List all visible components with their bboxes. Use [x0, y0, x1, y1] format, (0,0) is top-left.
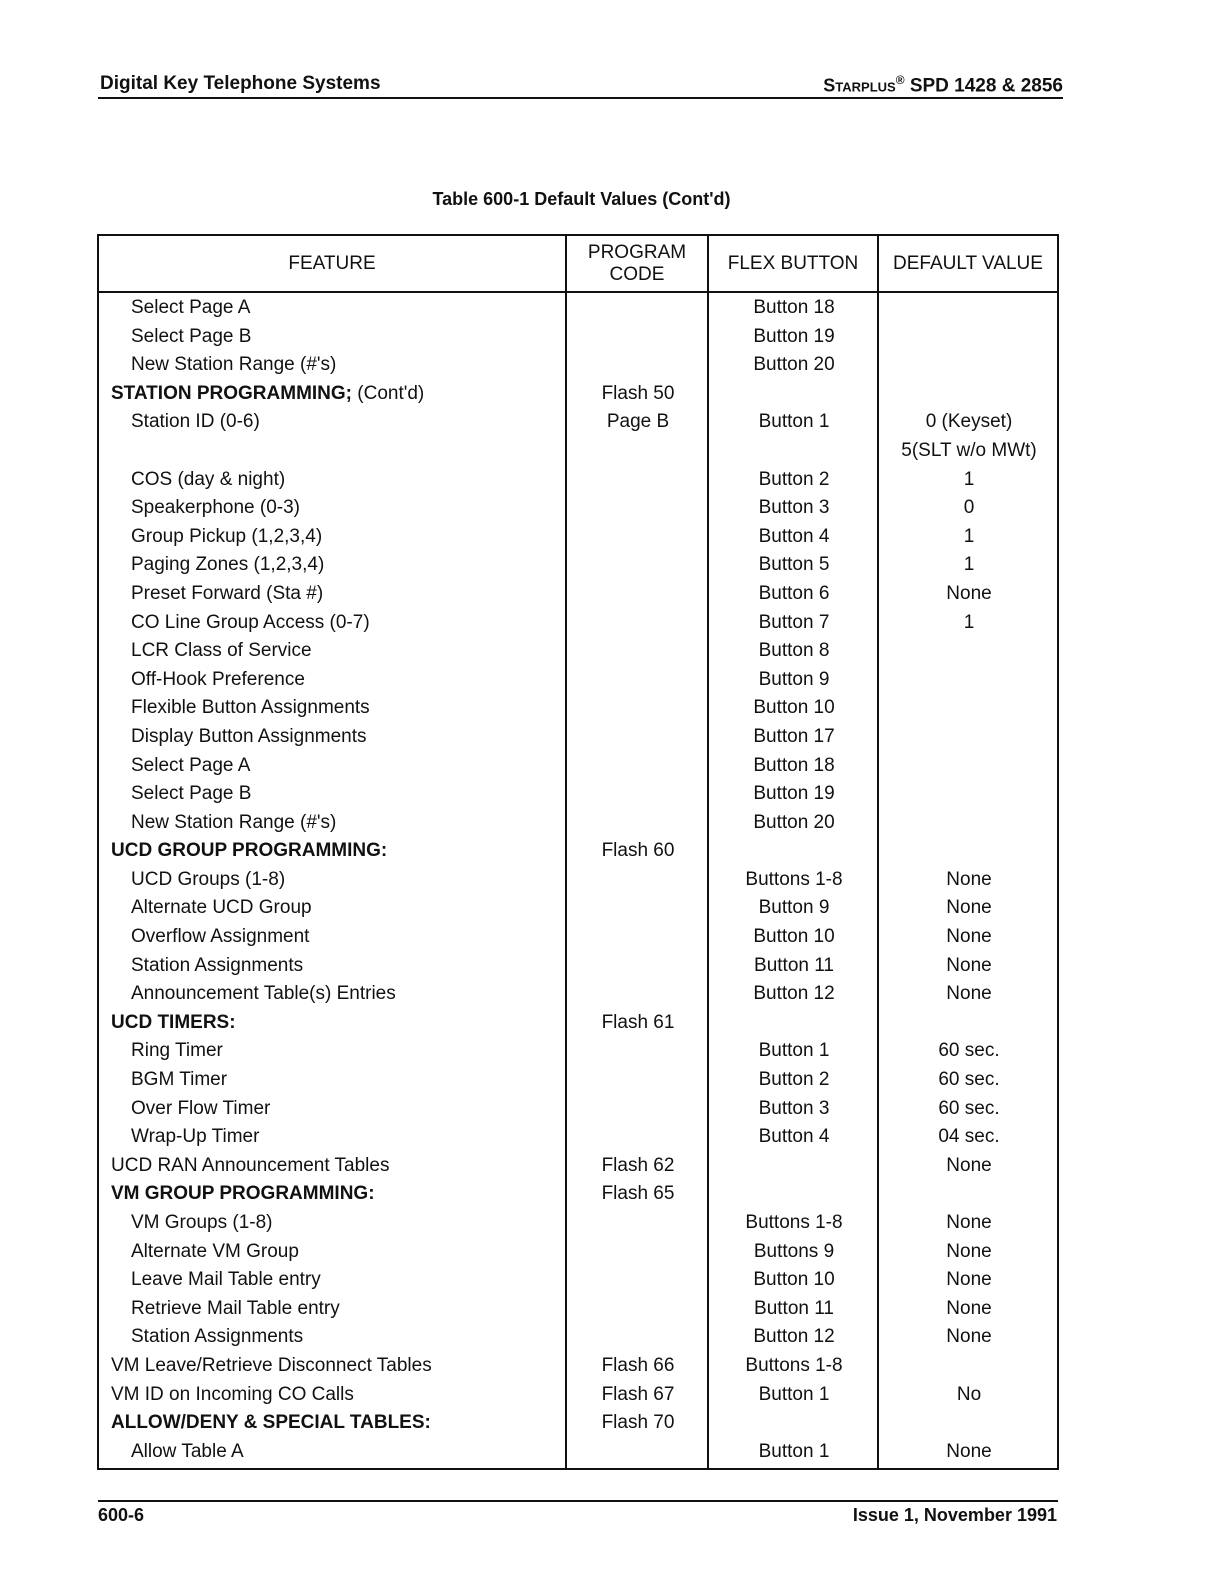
feature-label: CO Line Group Access (0-7): [131, 611, 370, 633]
flex-button-cell: Button 11: [754, 954, 834, 976]
feature-label: Leave Mail Table entry: [131, 1269, 321, 1291]
table-row: [99, 323, 1057, 352]
feature-cell: [99, 1409, 431, 1438]
table-row: [99, 1152, 1057, 1181]
flex-button-cell: Button 12: [753, 1326, 835, 1348]
table-row: [99, 666, 1057, 695]
table-row: [99, 952, 1057, 981]
feature-cell: [99, 380, 424, 409]
table-row: [99, 980, 1057, 1009]
brand-name: Starplus: [823, 75, 896, 96]
table-row: [99, 1066, 1057, 1095]
feature-cell: [99, 923, 309, 952]
feature-label: Alternate VM Group: [131, 1240, 299, 1262]
flex-button-cell: Button 18: [753, 297, 835, 318]
table-row: [99, 551, 1057, 580]
table-row: [99, 1123, 1057, 1152]
feature-label: New Station Range (#'s): [131, 811, 337, 833]
registered-mark: ®: [895, 73, 905, 87]
default-value-line: 60 sec.: [938, 1069, 1000, 1091]
feature-label: VM ID on Incoming CO Calls: [111, 1383, 354, 1405]
feature-label: Group Pickup (1,2,3,4): [131, 525, 323, 547]
header-divider: [98, 97, 1063, 99]
table-row: [99, 523, 1057, 552]
default-value-cell: [879, 523, 1059, 552]
feature-cell: [99, 1238, 299, 1267]
flex-button-cell: Button 3: [758, 1097, 830, 1119]
table-row: [99, 1323, 1057, 1352]
header-row-divider: [99, 291, 1057, 293]
flex-button-cell: Button 8: [758, 640, 830, 662]
table-row: [99, 1381, 1057, 1410]
feature-label: Station Assignments: [131, 954, 304, 976]
program-code-cell: Flash 70: [601, 1412, 675, 1434]
table-row: [99, 1209, 1057, 1238]
feature-label: Select Page B: [131, 783, 252, 805]
table-row: [99, 1352, 1057, 1381]
column-header-program-code: PROGRAM CODE: [587, 241, 687, 285]
program-code-cell: Flash 66: [601, 1354, 675, 1376]
column-header-flex-button: FLEX BUTTON: [727, 252, 859, 274]
table-row: [99, 466, 1057, 495]
feature-cell: [99, 980, 396, 1009]
table-row: [99, 923, 1057, 952]
flex-button-cell: Buttons 1-8: [745, 868, 843, 890]
feature-cell: [99, 1438, 244, 1467]
feature-cell: [99, 466, 285, 495]
flex-button-cell: Buttons 1-8: [745, 1354, 843, 1376]
feature-label: VM Leave/Retrieve Disconnect Tables: [111, 1354, 432, 1376]
table-row: [99, 380, 1057, 409]
table-row: [99, 809, 1057, 838]
table-row: [99, 494, 1057, 523]
default-value-cell: [879, 1037, 1059, 1066]
flex-button-cell: Button 12: [753, 983, 835, 1005]
feature-cell: [99, 809, 336, 838]
feature-cell: [99, 666, 305, 695]
feature-label: UCD RAN Announcement Tables: [111, 1154, 390, 1176]
feature-label: Preset Forward (Sta #): [131, 582, 324, 604]
default-value-line: None: [946, 954, 992, 976]
flex-button-cell: Button 20: [753, 354, 835, 376]
default-value-line: None: [946, 868, 992, 890]
table-row: [99, 894, 1057, 923]
flex-button-cell: Button 17: [753, 725, 835, 747]
default-value-cell: [879, 551, 1059, 580]
feature-label: VM GROUP PROGRAMMING:: [111, 1183, 375, 1205]
flex-button-cell: Button 11: [754, 1297, 834, 1319]
flex-button-cell: Button 2: [758, 468, 830, 490]
flex-button-cell: Button 10: [753, 1269, 835, 1291]
table-row: [99, 580, 1057, 609]
feature-label: UCD GROUP PROGRAMMING:: [111, 840, 388, 862]
feature-cell: [99, 1180, 375, 1209]
program-code-cell: Page B: [606, 411, 670, 433]
flex-button-cell: Button 4: [758, 1126, 830, 1148]
feature-label: BGM Timer: [131, 1069, 228, 1091]
table-row: [99, 1409, 1057, 1438]
default-value-line: 1: [963, 468, 975, 490]
default-value-cell: [879, 1209, 1059, 1238]
table-row: [99, 609, 1057, 638]
flex-button-cell: Button 19: [753, 325, 835, 347]
table-row: [99, 723, 1057, 752]
feature-cell: [99, 1037, 223, 1066]
default-value-line: 60 sec.: [938, 1040, 1000, 1062]
feature-cell: [99, 408, 260, 437]
feature-label: UCD TIMERS:: [111, 1011, 236, 1033]
feature-label: Announcement Table(s) Entries: [131, 983, 396, 1005]
feature-cell: [99, 609, 370, 638]
default-value-line: None: [946, 1440, 992, 1462]
flex-button-cell: Button 7: [758, 611, 830, 633]
default-value-cell: [879, 1152, 1059, 1181]
feature-cell: [99, 351, 336, 380]
feature-cell: [99, 1123, 259, 1152]
table-row: [99, 1037, 1057, 1066]
flex-button-cell: Buttons 9: [753, 1240, 835, 1262]
feature-cell: [99, 752, 250, 781]
feature-label: Overflow Assignment: [131, 926, 310, 948]
column-header-default-value: DEFAULT VALUE: [893, 252, 1043, 274]
table-row: [99, 1095, 1057, 1124]
program-code-cell: Flash 61: [601, 1011, 675, 1033]
default-values-table: [97, 234, 1059, 1470]
feature-cell: [99, 637, 312, 666]
flex-button-cell: Button 4: [758, 525, 830, 547]
feature-cell: [99, 1295, 340, 1324]
default-value-line: None: [946, 582, 992, 604]
feature-cell: [99, 294, 250, 323]
table-title: Table 600-1 Default Values (Cont'd): [432, 189, 731, 209]
table-row: [99, 1266, 1057, 1295]
feature-cell: [99, 1209, 272, 1238]
issue-date: Issue 1, November 1991: [852, 1505, 1057, 1525]
page-number: 600-6: [98, 1505, 145, 1525]
table-row: [99, 408, 1057, 465]
default-value-cell: [879, 1123, 1059, 1152]
default-value-cell: [879, 1238, 1059, 1267]
program-code-cell: Flash 50: [601, 382, 675, 404]
feature-cell: [99, 1095, 270, 1124]
flex-button-cell: Button 9: [758, 897, 830, 919]
feature-label: Wrap-Up Timer: [131, 1126, 260, 1148]
table-row: [99, 1438, 1057, 1467]
feature-cell: [99, 1009, 236, 1038]
feature-label: Alternate UCD Group: [131, 897, 312, 919]
footer-divider: [98, 1500, 1058, 1502]
default-value-line: 0: [963, 497, 975, 519]
default-value-line: 1: [963, 525, 975, 547]
default-value-cell: [879, 1295, 1059, 1324]
default-value-cell: [879, 1323, 1059, 1352]
flex-button-cell: Button 2: [758, 1069, 830, 1091]
feature-label: Over Flow Timer: [131, 1097, 271, 1119]
table-row: [99, 1180, 1057, 1209]
table-row: [99, 837, 1057, 866]
default-value-line: None: [946, 1154, 992, 1176]
table-row: [99, 866, 1057, 895]
flex-button-cell: Button 3: [758, 497, 830, 519]
default-value-cell: [879, 894, 1059, 923]
table-row: [99, 294, 1057, 323]
flex-button-cell: Button 6: [758, 582, 830, 604]
default-value-cell: [879, 1095, 1059, 1124]
default-value-cell: [879, 866, 1059, 895]
default-value-cell: [879, 1266, 1059, 1295]
feature-label: Paging Zones (1,2,3,4): [131, 554, 325, 576]
table-row: [99, 694, 1057, 723]
feature-cell: [99, 551, 324, 580]
feature-cell: [99, 1352, 432, 1381]
feature-cell: [99, 837, 387, 866]
default-value-line: None: [946, 1269, 992, 1291]
default-value-line: None: [946, 1212, 992, 1233]
feature-label: Speakerphone (0-3): [131, 497, 300, 519]
default-value-cell: [879, 408, 1059, 465]
feature-label: Off-Hook Preference: [131, 668, 305, 690]
feature-label: Select Page A: [131, 297, 251, 318]
default-value-cell: [879, 580, 1059, 609]
document-header-product: [823, 73, 1063, 97]
feature-label: STATION PROGRAMMING;: [111, 382, 352, 404]
feature-cell: [99, 723, 367, 752]
flex-button-cell: Button 18: [753, 754, 835, 776]
table-row: [99, 1295, 1057, 1324]
flex-button-cell: Button 5: [758, 554, 830, 576]
default-value-cell: [879, 952, 1059, 981]
default-value-cell: [879, 609, 1059, 638]
flex-button-cell: Button 9: [758, 668, 830, 690]
feature-cell: [99, 580, 323, 609]
default-value-cell: [879, 980, 1059, 1009]
flex-button-cell: Button 1: [758, 1383, 830, 1405]
feature-label: Station Assignments: [131, 1326, 304, 1348]
default-value-cell: [879, 1438, 1059, 1467]
flex-button-cell: Button 19: [753, 783, 835, 805]
default-value-cell: [879, 466, 1059, 495]
table-row: [99, 1009, 1057, 1038]
feature-cell: [99, 1066, 227, 1095]
default-value-line: None: [946, 1240, 992, 1262]
flex-button-cell: Buttons 1-8: [745, 1212, 843, 1233]
flex-button-cell: Button 1: [758, 411, 830, 433]
default-value-cell: [879, 494, 1059, 523]
feature-label: UCD Groups (1-8): [131, 868, 286, 890]
feature-cell: [99, 1152, 389, 1181]
table-row: [99, 637, 1057, 666]
default-value-line: 1: [963, 554, 975, 576]
default-value-line: None: [946, 1326, 992, 1348]
feature-cell: [99, 523, 322, 552]
feature-cell: [99, 323, 251, 352]
feature-cell: [99, 1323, 303, 1352]
flex-button-cell: Button 1: [758, 1440, 830, 1462]
default-value-line: 5(SLT w/o MWt): [901, 439, 1037, 461]
flex-button-cell: Button 10: [753, 697, 835, 719]
default-value-line: 60 sec.: [938, 1097, 1000, 1119]
feature-label: Select Page B: [131, 325, 252, 347]
program-code-cell: Flash 60: [601, 840, 675, 862]
feature-label: Retrieve Mail Table entry: [131, 1297, 340, 1319]
feature-label: VM Groups (1-8): [131, 1212, 273, 1233]
default-value-line: None: [946, 926, 992, 948]
flex-button-cell: Button 1: [758, 1040, 830, 1062]
feature-label: Ring Timer: [131, 1040, 223, 1062]
feature-label: Display Button Assignments: [131, 725, 367, 747]
default-value-line: No: [956, 1383, 982, 1405]
column-header-feature: FEATURE: [288, 252, 376, 274]
model-name: SPD 1428 & 2856: [909, 75, 1063, 97]
table-body: [99, 294, 1057, 1466]
feature-label: Flexible Button Assignments: [131, 697, 370, 719]
feature-label: COS (day & night): [131, 468, 286, 490]
feature-label: Station ID (0-6): [131, 411, 260, 433]
feature-label: Allow Table A: [131, 1440, 244, 1462]
feature-cell: [99, 952, 303, 981]
default-value-line: None: [946, 1297, 992, 1319]
table-row: [99, 351, 1057, 380]
feature-cell: [99, 894, 312, 923]
default-value-cell: [879, 1066, 1059, 1095]
program-code-cell: Flash 62: [601, 1154, 675, 1176]
table-row: [99, 752, 1057, 781]
table-row: [99, 780, 1057, 809]
feature-suffix: (Cont'd): [352, 382, 425, 404]
default-value-line: 1: [963, 611, 975, 633]
flex-button-cell: Button 20: [753, 811, 835, 833]
default-value-line: None: [946, 983, 992, 1005]
flex-button-cell: Button 10: [753, 926, 835, 948]
feature-cell: [99, 1381, 354, 1410]
default-value-cell: [879, 1381, 1059, 1410]
table-row: [99, 1238, 1057, 1267]
feature-cell: [99, 494, 300, 523]
default-value-line: 04 sec.: [938, 1126, 1000, 1148]
program-code-cell: Flash 65: [601, 1183, 675, 1205]
feature-cell: [99, 780, 251, 809]
feature-cell: [99, 694, 370, 723]
default-value-line: None: [946, 897, 992, 919]
program-code-cell: Flash 67: [601, 1383, 675, 1405]
feature-label: ALLOW/DENY & SPECIAL TABLES:: [111, 1412, 431, 1434]
default-value-cell: [879, 923, 1059, 952]
document-header-title: Digital Key Telephone Systems: [100, 73, 381, 94]
feature-label: Select Page A: [131, 754, 251, 776]
feature-label: New Station Range (#'s): [131, 354, 337, 376]
feature-label: LCR Class of Service: [131, 640, 312, 662]
default-value-line: 0 (Keyset): [925, 411, 1013, 433]
feature-cell: [99, 866, 285, 895]
feature-cell: [99, 1266, 321, 1295]
